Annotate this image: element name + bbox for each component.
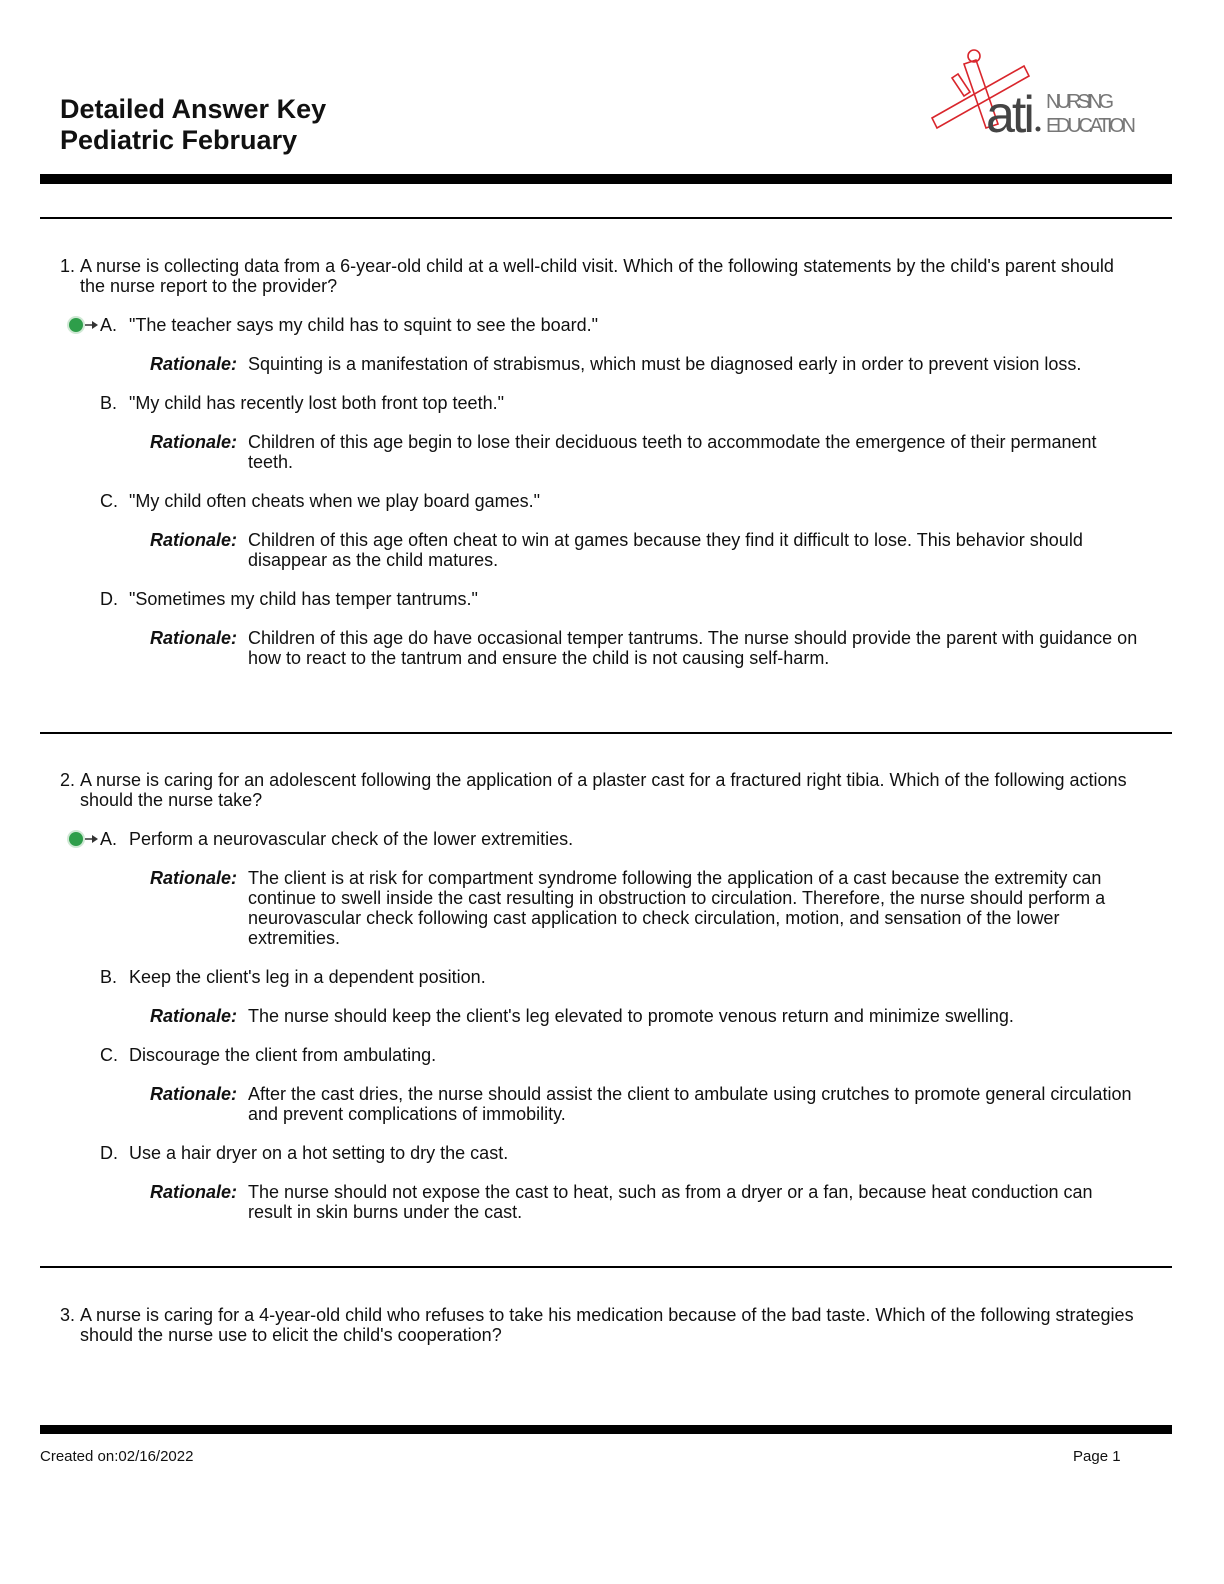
rationale-text: The nurse should not expose the cast to heat, such as from a dryer or a fan, because heat conduction can result in skin burns under the cast.	[248, 1182, 1093, 1222]
page-number: Page 1	[1073, 1448, 1121, 1465]
answer-option-d	[60, 589, 1140, 609]
rationale-label: Rationale:	[150, 530, 238, 550]
question-stem	[60, 256, 1140, 296]
question-stem	[60, 1305, 1140, 1345]
option-text: Keep the client's leg in a dependent position.	[129, 967, 486, 987]
rationale-label: Rationale:	[150, 1006, 238, 1026]
option-letter: D.	[100, 1143, 118, 1163]
answer-option-c	[60, 1045, 1140, 1065]
question-text: A nurse is caring for a 4-year-old child who refuses to take his medication because of the bad taste. Which of the following strategies should the nurse use to elicit the child's cooperation?	[80, 1305, 1134, 1345]
rationale-text: Children of this age often cheat to win at games because they find it difficult to lose. This behavior should disappear as the child matures.	[248, 530, 1083, 570]
divider	[40, 732, 1172, 734]
question-2	[60, 770, 1140, 1222]
answer-option-a	[60, 829, 1140, 849]
divider	[40, 217, 1172, 219]
answer-option-b	[60, 967, 1140, 987]
rationale	[150, 354, 1140, 374]
question-number: 3.	[60, 1305, 76, 1325]
answer-option-c	[60, 491, 1140, 511]
rationale-label: Rationale:	[150, 432, 238, 452]
rationale-text: The nurse should keep the client's leg elevated to promote venous return and minimize swelling.	[248, 1006, 1014, 1026]
footer-bar	[40, 1425, 1172, 1434]
header-bar	[40, 174, 1172, 184]
rationale-label: Rationale:	[150, 354, 238, 374]
rationale-label: Rationale:	[150, 1182, 238, 1202]
rationale	[150, 628, 1140, 668]
created-date: Created on:02/16/2022	[40, 1448, 194, 1465]
answer-option-a	[60, 315, 1140, 335]
option-letter: D.	[100, 589, 118, 609]
option-letter: C.	[100, 491, 118, 511]
question-stem	[60, 770, 1140, 810]
option-letter: A.	[100, 315, 118, 335]
rationale	[150, 1182, 1140, 1222]
correct-answer-icon	[66, 315, 100, 335]
correct-answer-icon	[66, 829, 100, 849]
svg-text:EDUCATION: EDUCATION	[1046, 115, 1136, 137]
question-number: 1.	[60, 256, 76, 276]
rationale-text: Children of this age begin to lose their deciduous teeth to accommodate the emergence of their permanent teeth.	[248, 432, 1097, 472]
question-3	[60, 1305, 1140, 1345]
option-letter: A.	[100, 829, 118, 849]
answer-option-d	[60, 1143, 1140, 1163]
answer-option-b	[60, 393, 1140, 413]
option-text: "My child has recently lost both front top teeth."	[129, 393, 504, 413]
question-text: A nurse is collecting data from a 6-year-old child at a well-child visit. Which of the following statements by the child's parent should the nurse report to the provider?	[80, 256, 1114, 296]
option-text: Use a hair dryer on a hot setting to dry the cast.	[129, 1143, 509, 1163]
rationale-text: Squinting is a manifestation of strabismus, which must be diagnosed early in order to prevent vision loss.	[248, 354, 1082, 374]
option-letter: C.	[100, 1045, 118, 1065]
rationale	[150, 1006, 1140, 1026]
rationale-text: After the cast dries, the nurse should assist the client to ambulate using crutches to promote general circulation and prevent complications of immobility.	[248, 1084, 1132, 1124]
page-title: Detailed Answer Key Pediatric February	[60, 94, 327, 155]
svg-text:ati: ati	[986, 86, 1032, 144]
option-text: "The teacher says my child has to squint to see the board."	[129, 315, 599, 335]
option-text: Discourage the client from ambulating.	[129, 1045, 437, 1065]
rationale	[150, 432, 1140, 472]
question-text: A nurse is caring for an adolescent following the application of a plaster cast for a fractured right tibia. Which of the following actions should the nurse take?	[80, 770, 1127, 810]
divider	[40, 1266, 1172, 1268]
question-1	[60, 256, 1140, 668]
rationale-text: Children of this age do have occasional temper tantrums. The nurse should provide the parent with guidance on how to react to the tantrum and ensure the child is not causing self-harm.	[248, 628, 1138, 668]
rationale	[150, 868, 1140, 948]
rationale-label: Rationale:	[150, 868, 238, 888]
option-text: "My child often cheats when we play board games."	[129, 491, 540, 511]
option-letter: B.	[100, 967, 118, 987]
option-letter: B.	[100, 393, 118, 413]
rationale	[150, 530, 1140, 570]
question-number: 2.	[60, 770, 76, 790]
option-text: "Sometimes my child has temper tantrums."	[129, 589, 478, 609]
rationale-label: Rationale:	[150, 628, 238, 648]
ati-nursing-education-logo	[928, 44, 1148, 144]
rationale-label: Rationale:	[150, 1084, 238, 1104]
rationale	[150, 1084, 1140, 1124]
option-text: Perform a neurovascular check of the lower extremities.	[129, 829, 574, 849]
svg-text:NURSING: NURSING	[1046, 91, 1114, 113]
rationale-text: The client is at risk for compartment syndrome following the application of a cast because the extremity can continue to swell inside the cast resulting in obstruction to circulation. Therefore, the nurse should perform a neurovascular check following cast application to check circulation, motion, and sensation of the lower extremities.	[248, 868, 1106, 948]
